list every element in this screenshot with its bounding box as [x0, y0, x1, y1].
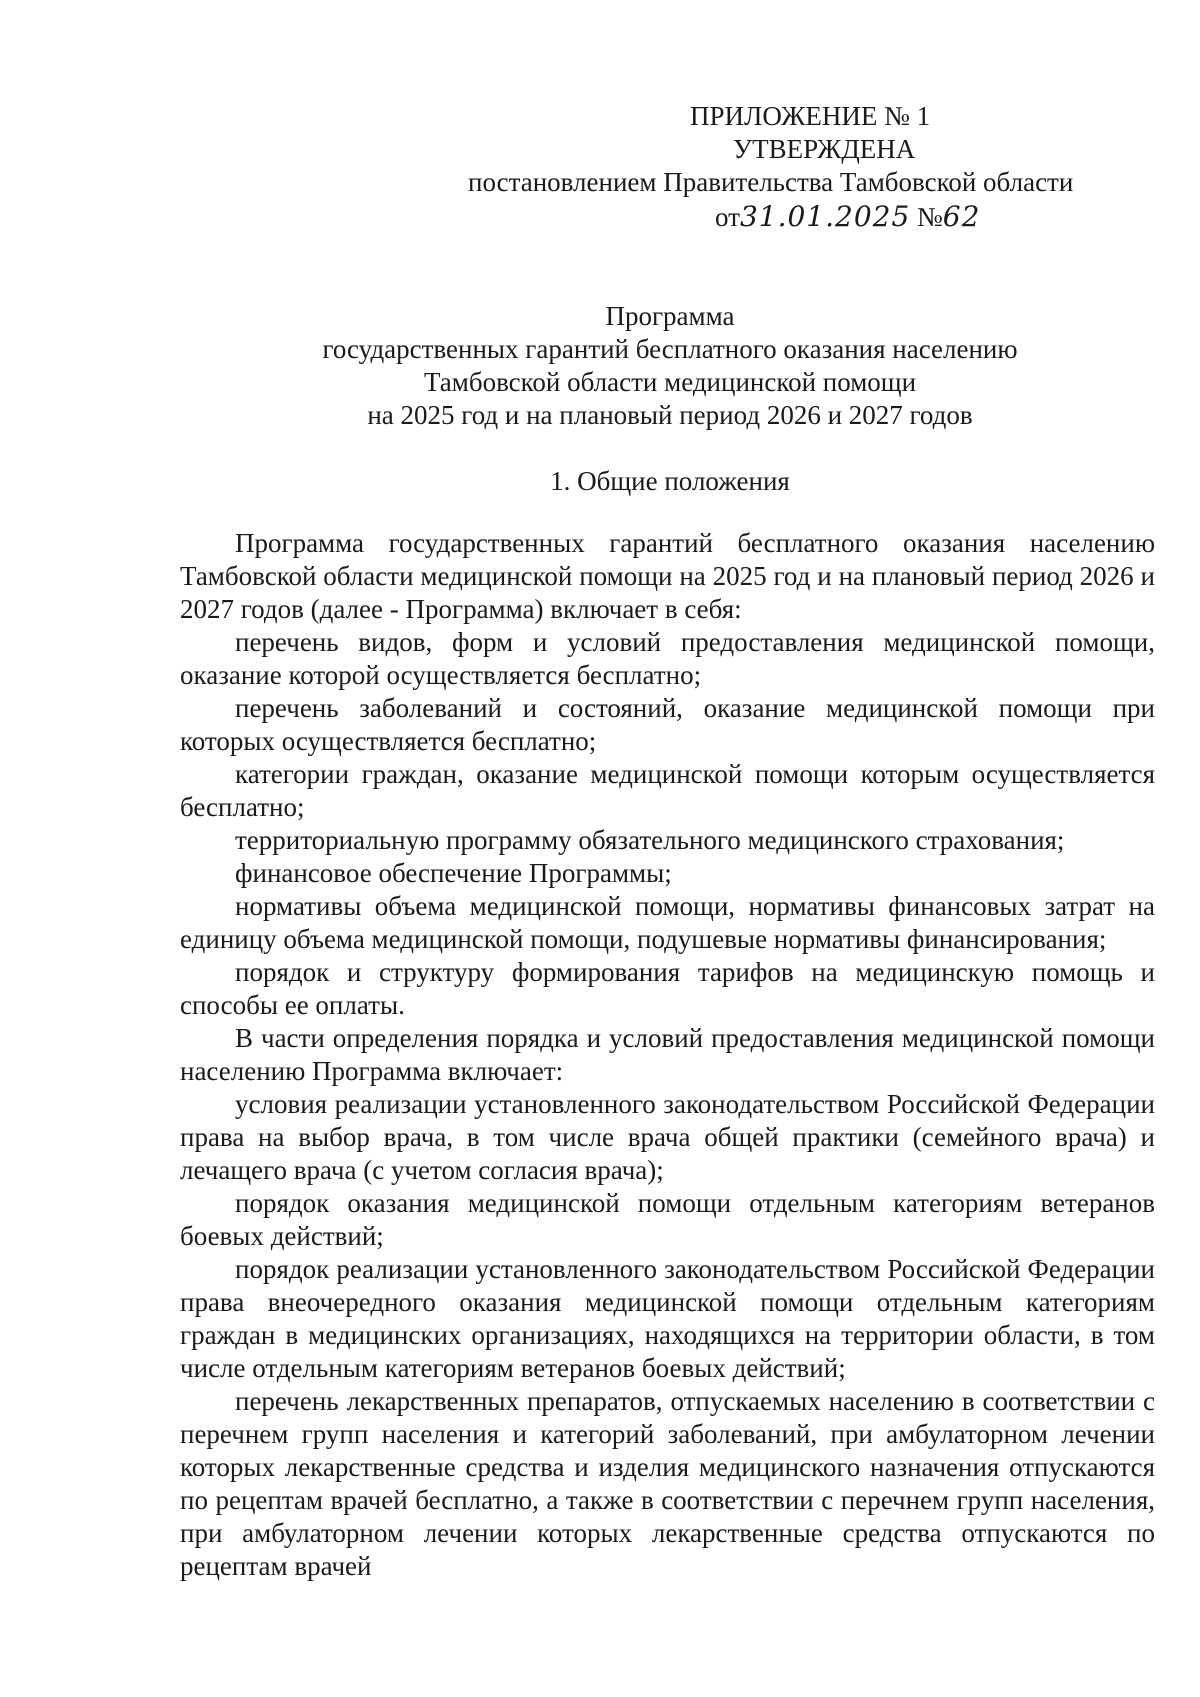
approved-label: УТВЕРЖДЕНА — [733, 134, 916, 164]
paragraph: порядок оказания медицинской помощи отдельным категориям ветеранов боевых действий; — [180, 1188, 1155, 1251]
appendix-label: ПРИЛОЖЕНИЕ № 1 — [690, 101, 931, 131]
paragraph: категории граждан, оказание медицинской помощи которым осуществляется бесплатно; — [180, 759, 1155, 822]
paragraph: финансовое обеспечение Программы; — [235, 858, 672, 888]
title-line-1: Программа — [605, 301, 735, 331]
paragraph: территориальную программу обязательного медицинского страхования; — [235, 825, 1065, 855]
title-line-4: на 2025 год и на плановый период 2026 и 2027 годов — [367, 400, 973, 430]
paragraph: перечень заболеваний и состояний, оказание медицинской помощи при которых осуществляется бесплатно; — [180, 693, 1155, 756]
paragraph: перечень лекарственных препаратов, отпускаемых населению в соответствии с перечнем групп населения и категорий заболеваний, при амбулаторном лечении которых лекарственные средства и изделия медицинского назначения отпускаются по рецептам врачей бесплатно, а также в соответствии с перечнем групп населения, при амбулаторном лечении которых лекарственные средства отпускаются по рецептам врачей — [180, 1386, 1155, 1581]
number-sign: № — [917, 202, 943, 232]
handwritten-date: 31.01.2025 — [739, 200, 911, 233]
handwritten-number: 62 — [942, 200, 981, 233]
paragraph: Программа государственных гарантий бесплатного оказания населению Тамбовской области медицинской помощи на 2025 год и на плановый период 2026 и 2027 годов (далее - Программа) включает в себя: — [180, 528, 1155, 624]
section-heading: 1. Общие положения — [550, 466, 790, 496]
paragraph: порядок и структуру формирования тарифов на медицинскую помощь и способы ее оплаты. — [180, 957, 1155, 1020]
document-body — [180, 527, 1155, 1583]
paragraph: нормативы объема медицинской помощи, нормативы финансовых затрат на единицу объема медицинской помощи, подушевые нормативы финансирования; — [180, 891, 1155, 954]
paragraph: В части определения порядка и условий предоставления медицинской помощи населению Программа включает: — [180, 1023, 1155, 1086]
date-prefix: от — [715, 202, 740, 232]
paragraph: условия реализации установленного законодательством Российской Федерации права на выбор врача, в том числе врача общей практики (семейного врача) и лечащего врача (с учетом согласия врача); — [180, 1089, 1155, 1185]
program-title — [0, 300, 1200, 498]
title-line-3: Тамбовской области медицинской помощи — [423, 367, 917, 397]
title-line-2: государственных гарантий бесплатного оказания населению — [322, 334, 1018, 364]
paragraph: порядок реализации установленного законодательством Российской Федерации права внеочередного оказания медицинской помощи отдельным категориям граждан в медицинских организациях, находящихся на территории области, в том числе отдельным категориям ветеранов боевых действий; — [180, 1254, 1155, 1383]
decree-date-line — [715, 200, 980, 234]
decree-label: постановлением Правительства Тамбовской области — [468, 167, 1074, 197]
paragraph: перечень видов, форм и условий предоставления медицинской помощи, оказание которой осуществляется бесплатно; — [180, 627, 1155, 690]
